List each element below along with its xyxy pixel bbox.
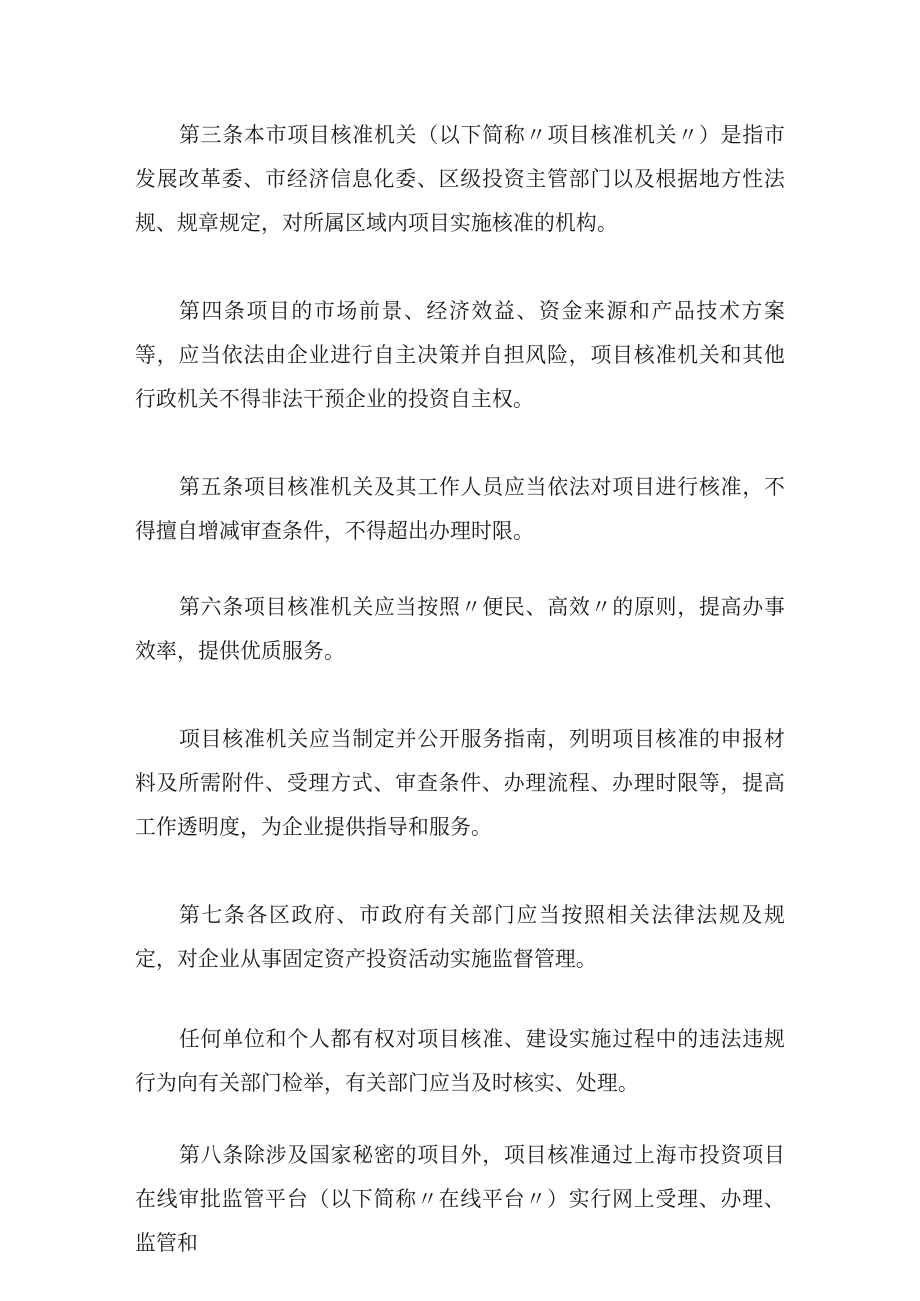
article-5-paragraph: 第五条项目核准机关及其工作人员应当依法对项目进行核准，不得擅自增减审查条件，不得超出办理时限。 [135, 475, 785, 543]
article-4-paragraph: 第四条项目的市场前景、经济效益、资金来源和产品技术方案等，应当依法由企业进行自主决策并自担风险，项目核准机关和其他行政机关不得非法干预企业的投资自主权。 [135, 299, 785, 411]
article-7-paragraph: 第七条各区政府、市政府有关部门应当按照相关法律法规及规定，对企业从事固定资产投资活动实施监督管理。 [135, 903, 785, 971]
report-violation-paragraph: 任何单位和个人都有权对项目核准、建设实施过程中的违法违规行为向有关部门检举，有关部门应当及时核实、处理。 [135, 1027, 785, 1095]
service-guide-paragraph: 项目核准机关应当制定并公开服务指南，列明项目核准的申报材料及所需附件、受理方式、审查条件、办理流程、办理时限等，提高工作透明度，为企业提供指导和服务。 [135, 727, 785, 839]
article-6-paragraph: 第六条项目核准机关应当按照〃便民、高效〃的原则，提高办事效率，提供优质服务。 [135, 595, 785, 663]
article-8-paragraph: 第八条除涉及国家秘密的项目外，项目核准通过上海市投资项目在线审批监管平台（以下简称〃在线平台〃）实行网上受理、办理、监管和 [135, 1143, 785, 1255]
article-3-paragraph: 第三条本市项目核准机关（以下简称〃项目核准机关〃）是指市发展改革委、市经济信息化委、区级投资主管部门以及根据地方性法规、规章规定，对所属区域内项目实施核准的机构。 [135, 123, 785, 235]
